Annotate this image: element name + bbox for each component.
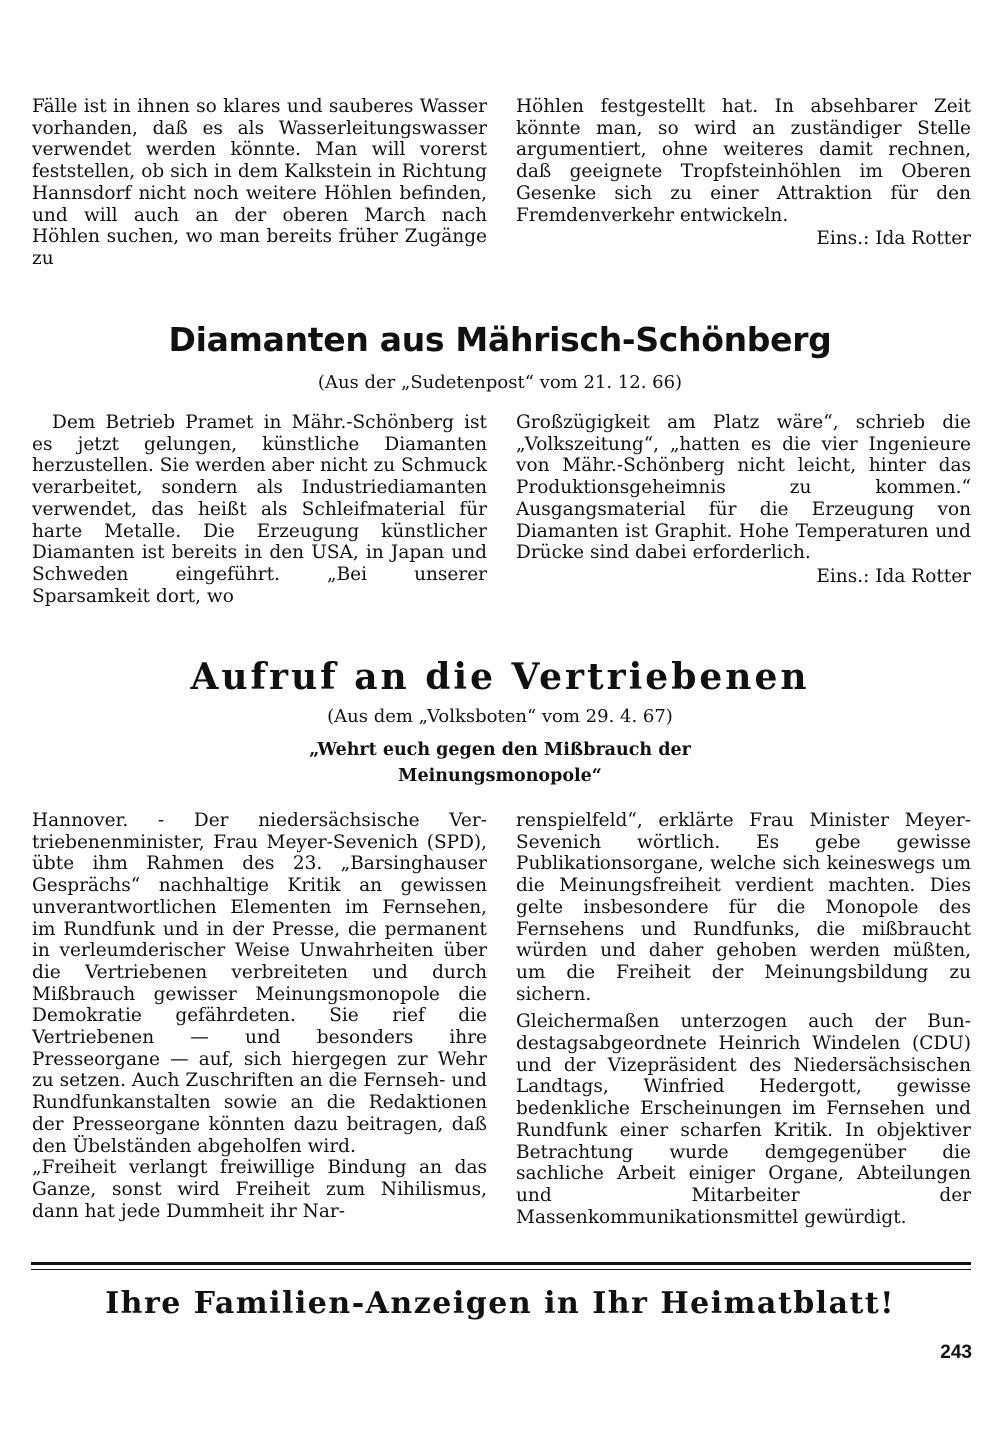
top-left-text: Fälle ist in ihnen so klares und sauberes Wasser vorhanden, daß es als Wasserleitungswasser verwendet werden könnte. Man will vorerst feststellen, ob sich in dem Kalkstein in Richtung Hannsdorf nicht noch weitere Höhlen befinden, und will auch an der oberen March nach Höhlen suchen, wo man bereits früher Zugänge zu [32, 96, 487, 269]
article2-left-para1: Hannover. - Der niedersächsische Vertriebenenminister, Frau Meyer-Sevenich (SPD), übte ihm Rahmen des 23. „Barsinghauser Gesprächs“ nachhaltige Kritik an gewissen unverantwortlichen Elementen im Fernsehen, im Rundfunk und in der Presse, die permanent in verleumderischer Weise Unwahrheiten über die Vertriebenen verbreiteten und durch Mißbrauch gewisser Meinungsmonopole die Demokratie gefährdeten. Sie rief die Vertriebenen — und besonders ihre Presseorgane — auf, sich hiergegen zur Wehr zu setzen. Auch Zuschriften an die Fernseh- und Rundfunkanstalten sowie an die Redaktionen der Presseorgane könnten dazu beitragen, daß den Übelständen abgeholfen wird. [32, 810, 487, 1157]
article2-title: Aufruf an die Vertriebenen [190, 656, 810, 698]
article1-signature: Eins.: Ida Rotter [816, 565, 971, 587]
article2-right-para2: Gleichermaßen unterzogen auch der Bundestagsabgeordnete Heinrich Windelen (CDU) und der Vizepräsident des Niedersächsischen Landtags, Winfried Hedergott, gewisse bedenkliche Erscheinungen im Fernsehen und Rundfunk einer scharfen Kritik. In objektiver Betrachtung wurde demgegenüber die sachliche Arbeit einiger Organe, Abteilungen und Mitarbeiter der Massenkommunikationsmittel gewürdigt. [516, 1011, 971, 1228]
article2-source: (Aus dem „Volksboten“ vom 29. 4. 67) [327, 706, 673, 727]
banner-ad: Ihre Familien-Anzeigen in Ihr Heimatblatt! [105, 1286, 895, 1321]
article1-right-column [516, 412, 971, 588]
rule-thick [31, 1262, 971, 1265]
rule-thin [31, 1269, 971, 1270]
page-number: 243 [940, 1342, 972, 1363]
top-right-text: Höhlen festgestellt hat. In absehbarer Zeit könnte man, so wird an zuständiger Stelle argumentiert, ohne weiteres damit rechnen, daß geeignete Tropfsteinhöhlen im Oberen Gesenke sich zu einer Attraktion für den Fremdenverkehr entwickeln. [516, 96, 971, 226]
article2-subtitle-line1: „Wehrt euch gegen den Mißbrauch der [309, 740, 691, 760]
article2-left-para2: „Freiheit verlangt freiwillige Bindung an das Ganze, sonst wird Freiheit zum Nihilismus, dann hat jede Dummheit ihr Nar- [32, 1157, 487, 1222]
article2-right-column [516, 810, 971, 1228]
article1-title: Diamanten aus Mährisch-Schönberg [168, 320, 832, 359]
top-left-column [32, 96, 487, 270]
article1-source: (Aus der „Sudetenpost“ vom 21. 12. 66) [317, 372, 683, 393]
article2-subtitle-line2: Meinungsmonopole“ [398, 766, 602, 786]
article1-left-column [32, 412, 487, 607]
article1-left-text: Dem Betrieb Pramet in Mähr.-Schönberg ist es jetzt gelungen, künstliche Diamanten herzustellen. Sie werden aber nicht zu Schmuck verarbeitet, sondern als Industriediamanten verwendet, das heißt als Schleifmaterial für harte Metalle. Die Erzeugung künstlicher Diamanten ist bereits in den USA, in Japan und Schweden eingeführt. „Bei unserer Sparsamkeit dort, wo [32, 412, 487, 607]
article2-right-para1: renspielfeld“, erklärte Frau Minister Meyer-Sevenich wörtlich. Es gebe gewisse Publikationsorgane, welche sich keineswegs um die Meinungsfreiheit verdient machten. Dies gelte insbesondere für die Monopole des Fernsehens und Rundfunks, die mißbraucht würden und daher gehoben werden müßten, um die Freiheit der Meinungsbildung zu sichern. [516, 810, 971, 1005]
article1-right-text: Großzügigkeit am Platz wäre“, schrieb die „Volkszeitung“, „hatten es die vier Ingenieure von Mähr.-Schönberg nicht leicht, hinter das Produktionsgeheimnis zu kommen.“ Ausgangsmaterial für die Erzeugung von Diamanten ist Graphit. Hohe Temperaturen und Drücke sind dabei erforderlich. [516, 412, 971, 564]
article2-left-column [32, 810, 487, 1222]
top-signature: Eins.: Ida Rotter [816, 228, 971, 250]
top-right-column [516, 96, 971, 250]
